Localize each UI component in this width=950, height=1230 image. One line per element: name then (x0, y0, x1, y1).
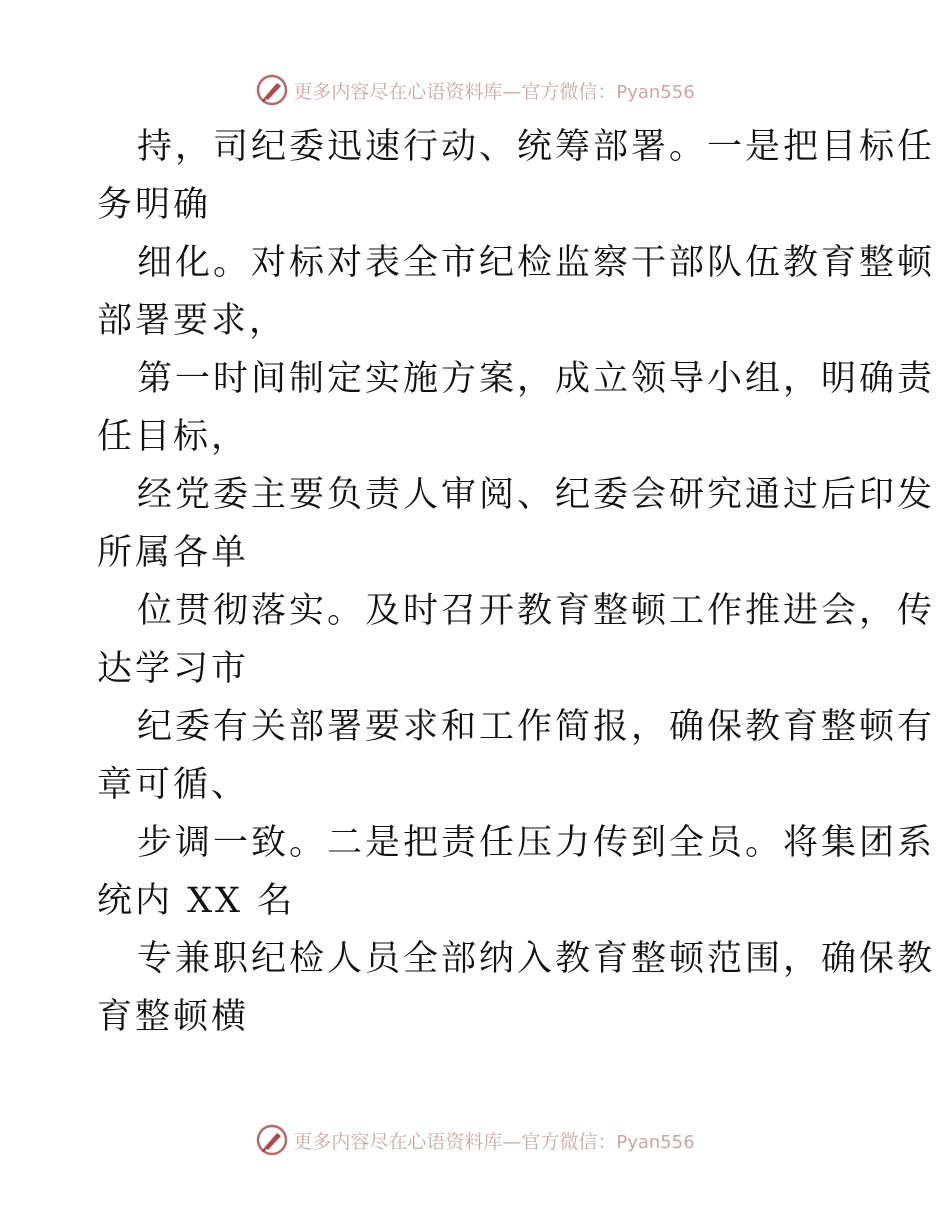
text-line: 细化。对标对表全市纪检监察干部队伍教育整顿 (137, 243, 936, 283)
text-line: 持，司纪委迅速行动、统筹部署。一是把目标任 (137, 127, 936, 167)
text-line: 所属各单 (97, 533, 250, 573)
text-line: 统内 XX 名 (97, 881, 296, 921)
text-line: 经党委主要负责人审阅、纪委会研究通过后印发 (137, 475, 936, 515)
text-line: 纪委有关部署要求和工作简报，确保教育整顿有 (137, 707, 936, 747)
text-line: 达学习市 (97, 649, 250, 689)
text-line: 章可循、 (97, 765, 250, 805)
text-line: 务明确 (97, 185, 212, 225)
text-line: 步调一致。二是把责任压力传到全员。将集团系 (137, 823, 936, 863)
text-line: 育整顿横 (97, 997, 250, 1037)
pen-logo-icon (255, 1123, 289, 1157)
text-line: 任目标， (97, 417, 250, 457)
text-line: 专兼职纪检人员全部纳入教育整顿范围，确保教 (137, 939, 936, 979)
footer-watermark (0, 1120, 950, 1160)
text-line: 部署要求， (97, 301, 288, 341)
text-line: 第一时间制定实施方案，成立领导小组，明确责 (137, 359, 936, 399)
document-body (97, 118, 936, 1046)
watermark-text: 更多内容尽在心语资料库—官方微信：Pyan556 (293, 1130, 695, 1153)
watermark-text: 更多内容尽在心语资料库—官方微信：Pyan556 (293, 80, 695, 103)
pen-logo-icon (255, 73, 289, 107)
text-line: 位贯彻落实。及时召开教育整顿工作推进会，传 (137, 591, 936, 631)
header-watermark (0, 70, 950, 110)
